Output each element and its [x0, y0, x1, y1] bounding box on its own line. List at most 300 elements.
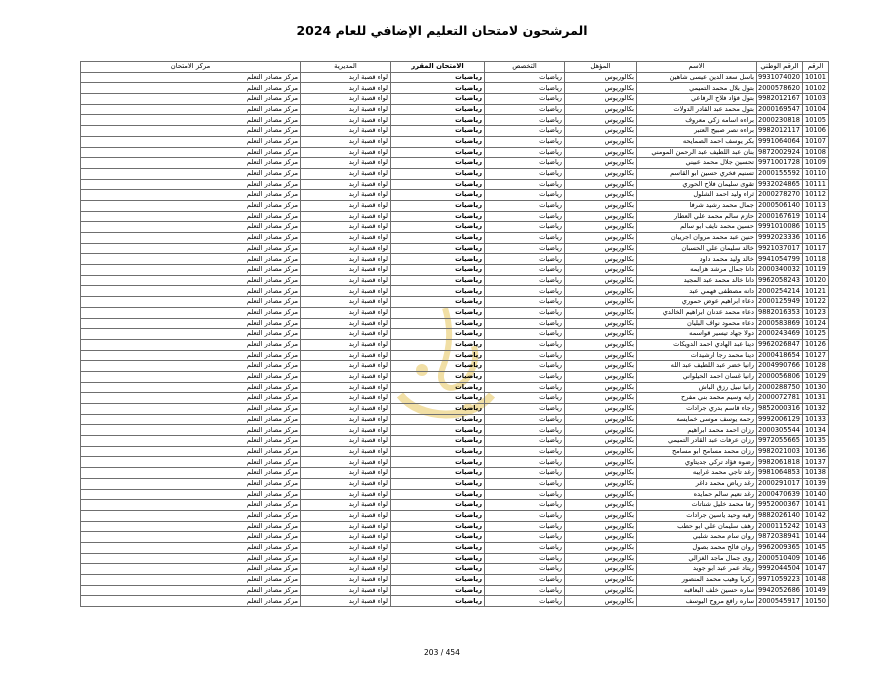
row-seq: 10148: [803, 575, 829, 586]
row-center: مركز مصادر التعلم: [81, 361, 301, 372]
row-name: رغد رياض محمد داغر: [637, 478, 757, 489]
row-national-id: 2000169547: [757, 104, 803, 115]
row-directorate: لواء قصبة اربد: [301, 222, 391, 233]
table-row: [81, 521, 829, 532]
row-center: مركز مصادر التعلم: [81, 350, 301, 361]
row-specialization: رياضيات: [485, 575, 565, 586]
row-directorate: لواء قصبة اربد: [301, 339, 391, 350]
table-row: [81, 126, 829, 137]
row-exam: رياضيات: [391, 468, 485, 479]
row-specialization: رياضيات: [485, 436, 565, 447]
row-directorate: لواء قصبة اربد: [301, 414, 391, 425]
row-exam: رياضيات: [391, 489, 485, 500]
row-center: مركز مصادر التعلم: [81, 94, 301, 105]
row-name: رضوه فؤاد تركي جديتاوي: [637, 457, 757, 468]
row-exam: رياضيات: [391, 243, 485, 254]
row-qualification: بكالوريوس: [565, 265, 637, 276]
row-qualification: بكالوريوس: [565, 339, 637, 350]
row-national-id: 9962009365: [757, 542, 803, 553]
row-center: مركز مصادر التعلم: [81, 575, 301, 586]
row-seq: 10134: [803, 425, 829, 436]
row-qualification: بكالوريوس: [565, 446, 637, 457]
row-exam: رياضيات: [391, 500, 485, 511]
table-row: [81, 371, 829, 382]
row-name: ثراء وليد احمد الشلول: [637, 190, 757, 201]
table-row: [81, 414, 829, 425]
row-seq: 10132: [803, 404, 829, 415]
table-row: [81, 404, 829, 415]
header-seq: الرقم: [803, 62, 829, 73]
row-center: مركز مصادر التعلم: [81, 371, 301, 382]
row-directorate: لواء قصبة اربد: [301, 275, 391, 286]
row-exam: رياضيات: [391, 275, 485, 286]
row-name: حسين محمد نايف ابو سالم: [637, 222, 757, 233]
row-center: مركز مصادر التعلم: [81, 532, 301, 543]
row-center: مركز مصادر التعلم: [81, 254, 301, 265]
row-center: مركز مصادر التعلم: [81, 382, 301, 393]
row-qualification: بكالوريوس: [565, 510, 637, 521]
row-qualification: بكالوريوس: [565, 222, 637, 233]
table-row: [81, 200, 829, 211]
row-directorate: لواء قصبة اربد: [301, 115, 391, 126]
row-exam: رياضيات: [391, 404, 485, 415]
row-name: بتول بلال محمد التميمي: [637, 83, 757, 94]
row-directorate: لواء قصبة اربد: [301, 329, 391, 340]
table-row: [81, 457, 829, 468]
row-national-id: 9991010086: [757, 222, 803, 233]
row-directorate: لواء قصبة اربد: [301, 83, 391, 94]
table-row: [81, 500, 829, 511]
row-specialization: رياضيات: [485, 404, 565, 415]
row-national-id: 2000578620: [757, 83, 803, 94]
row-exam: رياضيات: [391, 179, 485, 190]
row-name: روى جمال ماجد الغزالي: [637, 553, 757, 564]
row-qualification: بكالوريوس: [565, 243, 637, 254]
row-national-id: 2000155592: [757, 168, 803, 179]
row-center: مركز مصادر التعلم: [81, 190, 301, 201]
row-qualification: بكالوريوس: [565, 72, 637, 83]
row-center: مركز مصادر التعلم: [81, 265, 301, 276]
row-national-id: 2000340032: [757, 265, 803, 276]
row-directorate: لواء قصبة اربد: [301, 542, 391, 553]
row-specialization: رياضيات: [485, 553, 565, 564]
row-directorate: لواء قصبة اربد: [301, 243, 391, 254]
row-name: رحمه يوسف موسى خمايسه: [637, 414, 757, 425]
row-center: مركز مصادر التعلم: [81, 222, 301, 233]
row-national-id: 9872002924: [757, 147, 803, 158]
row-qualification: بكالوريوس: [565, 500, 637, 511]
row-specialization: رياضيات: [485, 275, 565, 286]
table-row: [81, 72, 829, 83]
row-specialization: رياضيات: [485, 393, 565, 404]
row-directorate: لواء قصبة اربد: [301, 318, 391, 329]
row-exam: رياضيات: [391, 297, 485, 308]
row-specialization: رياضيات: [485, 190, 565, 201]
row-seq: 10109: [803, 158, 829, 169]
table-row: [81, 585, 829, 596]
row-seq: 10131: [803, 393, 829, 404]
row-seq: 10108: [803, 147, 829, 158]
row-exam: رياضيات: [391, 265, 485, 276]
row-qualification: بكالوريوس: [565, 254, 637, 265]
row-name: دانه مصطفى فهمي عبد: [637, 286, 757, 297]
table-body: [81, 72, 829, 606]
row-specialization: رياضيات: [485, 147, 565, 158]
row-exam: رياضيات: [391, 233, 485, 244]
row-seq: 10120: [803, 275, 829, 286]
row-national-id: 9962026847: [757, 339, 803, 350]
row-specialization: رياضيات: [485, 72, 565, 83]
table-row: [81, 222, 829, 233]
row-qualification: بكالوريوس: [565, 136, 637, 147]
row-center: مركز مصادر التعلم: [81, 318, 301, 329]
row-seq: 10105: [803, 115, 829, 126]
row-center: مركز مصادر التعلم: [81, 521, 301, 532]
row-seq: 10149: [803, 585, 829, 596]
table-row: [81, 211, 829, 222]
row-center: مركز مصادر التعلم: [81, 542, 301, 553]
candidates-table: [80, 61, 829, 607]
row-specialization: رياضيات: [485, 596, 565, 607]
row-center: مركز مصادر التعلم: [81, 339, 301, 350]
row-qualification: بكالوريوس: [565, 147, 637, 158]
table-row: [81, 575, 829, 586]
row-directorate: لواء قصبة اربد: [301, 393, 391, 404]
table-row: [81, 436, 829, 447]
row-national-id: 2000291017: [757, 478, 803, 489]
row-exam: رياضيات: [391, 286, 485, 297]
row-center: مركز مصادر التعلم: [81, 446, 301, 457]
row-name: رانيا خضر عبد اللطيف عبد الله: [637, 361, 757, 372]
row-national-id: 9992023336: [757, 233, 803, 244]
row-center: مركز مصادر التعلم: [81, 286, 301, 297]
table-row: [81, 446, 829, 457]
row-directorate: لواء قصبة اربد: [301, 136, 391, 147]
row-name: رفا محمد خليل شناتات: [637, 500, 757, 511]
table-header-row: [81, 62, 829, 73]
row-national-id: 9942052686: [757, 585, 803, 596]
row-center: مركز مصادر التعلم: [81, 564, 301, 575]
row-qualification: بكالوريوس: [565, 211, 637, 222]
row-directorate: لواء قصبة اربد: [301, 361, 391, 372]
row-center: مركز مصادر التعلم: [81, 243, 301, 254]
row-directorate: لواء قصبة اربد: [301, 233, 391, 244]
row-national-id: 2000056806: [757, 371, 803, 382]
table-row: [81, 393, 829, 404]
row-directorate: لواء قصبة اربد: [301, 94, 391, 105]
row-directorate: لواء قصبة اربد: [301, 200, 391, 211]
row-directorate: لواء قصبة اربد: [301, 190, 391, 201]
row-directorate: لواء قصبة اربد: [301, 553, 391, 564]
table-row: [81, 136, 829, 147]
row-qualification: بكالوريوس: [565, 190, 637, 201]
row-exam: رياضيات: [391, 553, 485, 564]
row-directorate: لواء قصبة اربد: [301, 510, 391, 521]
row-qualification: بكالوريوس: [565, 553, 637, 564]
table-row: [81, 542, 829, 553]
table-row: [81, 329, 829, 340]
row-name: براءه نصر صبيح العتبر: [637, 126, 757, 137]
row-qualification: بكالوريوس: [565, 585, 637, 596]
row-specialization: رياضيات: [485, 211, 565, 222]
table-row: [81, 243, 829, 254]
row-directorate: لواء قصبة اربد: [301, 286, 391, 297]
row-specialization: رياضيات: [485, 222, 565, 233]
header-exam: الامتحان المقرر: [391, 62, 485, 73]
row-center: مركز مصادر التعلم: [81, 104, 301, 115]
row-specialization: رياضيات: [485, 94, 565, 105]
row-seq: 10130: [803, 382, 829, 393]
row-specialization: رياضيات: [485, 136, 565, 147]
table-row: [81, 468, 829, 479]
row-qualification: بكالوريوس: [565, 83, 637, 94]
row-seq: 10110: [803, 168, 829, 179]
row-seq: 10128: [803, 361, 829, 372]
row-center: مركز مصادر التعلم: [81, 596, 301, 607]
row-specialization: رياضيات: [485, 489, 565, 500]
page-title: المرشحون لامتحان التعليم الإضافي للعام 2024: [296, 23, 588, 38]
row-specialization: رياضيات: [485, 521, 565, 532]
row-name: حازم سالم محمد علي العطار: [637, 211, 757, 222]
row-qualification: بكالوريوس: [565, 382, 637, 393]
row-exam: رياضيات: [391, 158, 485, 169]
row-directorate: لواء قصبة اربد: [301, 585, 391, 596]
row-national-id: 9941054799: [757, 254, 803, 265]
row-directorate: لواء قصبة اربد: [301, 350, 391, 361]
table-row: [81, 339, 829, 350]
row-specialization: رياضيات: [485, 158, 565, 169]
row-seq: 10139: [803, 478, 829, 489]
row-center: مركز مصادر التعلم: [81, 414, 301, 425]
row-seq: 10143: [803, 521, 829, 532]
row-seq: 10150: [803, 596, 829, 607]
row-exam: رياضيات: [391, 350, 485, 361]
row-specialization: رياضيات: [485, 254, 565, 265]
row-specialization: رياضيات: [485, 115, 565, 126]
row-exam: رياضيات: [391, 446, 485, 457]
row-name: خالد وليد محمد داود: [637, 254, 757, 265]
row-seq: 10106: [803, 126, 829, 137]
row-qualification: بكالوريوس: [565, 478, 637, 489]
row-name: دينا عبد الهادي احمد الدويكات: [637, 339, 757, 350]
row-seq: 10112: [803, 190, 829, 201]
row-specialization: رياضيات: [485, 265, 565, 276]
row-exam: رياضيات: [391, 94, 485, 105]
row-qualification: بكالوريوس: [565, 233, 637, 244]
row-seq: 10115: [803, 222, 829, 233]
row-directorate: لواء قصبة اربد: [301, 158, 391, 169]
row-specialization: رياضيات: [485, 542, 565, 553]
row-qualification: بكالوريوس: [565, 275, 637, 286]
row-directorate: لواء قصبة اربد: [301, 382, 391, 393]
table-row: [81, 286, 829, 297]
row-name: دانا خالد محمد عبد المجيد: [637, 275, 757, 286]
row-specialization: رياضيات: [485, 457, 565, 468]
row-national-id: 9982012117: [757, 126, 803, 137]
header-qualification: المؤهل: [565, 62, 637, 73]
row-seq: 10117: [803, 243, 829, 254]
row-name: بتول فؤاد فلاح الرفاعي: [637, 94, 757, 105]
row-seq: 10145: [803, 542, 829, 553]
row-specialization: رياضيات: [485, 425, 565, 436]
row-seq: 10125: [803, 329, 829, 340]
row-exam: رياضيات: [391, 126, 485, 137]
row-specialization: رياضيات: [485, 126, 565, 137]
row-qualification: بكالوريوس: [565, 94, 637, 105]
row-exam: رياضيات: [391, 436, 485, 447]
row-center: مركز مصادر التعلم: [81, 489, 301, 500]
row-qualification: بكالوريوس: [565, 436, 637, 447]
row-name: براءه اسامه زكي معروف: [637, 115, 757, 126]
row-directorate: لواء قصبة اربد: [301, 265, 391, 276]
row-specialization: رياضيات: [485, 243, 565, 254]
row-directorate: لواء قصبة اربد: [301, 147, 391, 158]
row-exam: رياضيات: [391, 596, 485, 607]
row-national-id: 9992044504: [757, 564, 803, 575]
row-directorate: لواء قصبة اربد: [301, 468, 391, 479]
row-qualification: بكالوريوس: [565, 126, 637, 137]
row-seq: 10102: [803, 83, 829, 94]
header-directorate: المديرية: [301, 62, 391, 73]
row-seq: 10123: [803, 307, 829, 318]
row-directorate: لواء قصبة اربد: [301, 168, 391, 179]
row-seq: 10147: [803, 564, 829, 575]
row-national-id: 2000230818: [757, 115, 803, 126]
row-center: مركز مصادر التعلم: [81, 211, 301, 222]
table-row: [81, 265, 829, 276]
row-qualification: بكالوريوس: [565, 521, 637, 532]
row-national-id: 9982012167: [757, 94, 803, 105]
row-specialization: رياضيات: [485, 233, 565, 244]
row-center: مركز مصادر التعلم: [81, 115, 301, 126]
row-national-id: 9981064853: [757, 468, 803, 479]
row-exam: رياضيات: [391, 478, 485, 489]
row-center: مركز مصادر التعلم: [81, 468, 301, 479]
row-qualification: بكالوريوس: [565, 361, 637, 372]
row-national-id: 2000243469: [757, 329, 803, 340]
row-seq: 10122: [803, 297, 829, 308]
row-center: مركز مصادر التعلم: [81, 72, 301, 83]
row-exam: رياضيات: [391, 307, 485, 318]
row-seq: 10129: [803, 371, 829, 382]
row-qualification: بكالوريوس: [565, 318, 637, 329]
row-directorate: لواء قصبة اربد: [301, 297, 391, 308]
table-row: [81, 361, 829, 372]
row-center: مركز مصادر التعلم: [81, 404, 301, 415]
row-seq: 10103: [803, 94, 829, 105]
row-directorate: لواء قصبة اربد: [301, 521, 391, 532]
row-exam: رياضيات: [391, 211, 485, 222]
row-national-id: 9931074020: [757, 72, 803, 83]
row-national-id: 2000278270: [757, 190, 803, 201]
header-specialization: التخصص: [485, 62, 565, 73]
row-specialization: رياضيات: [485, 446, 565, 457]
row-directorate: لواء قصبة اربد: [301, 500, 391, 511]
row-name: رانيا نبيل رزق الباش: [637, 382, 757, 393]
row-center: مركز مصادر التعلم: [81, 329, 301, 340]
row-specialization: رياضيات: [485, 83, 565, 94]
row-directorate: لواء قصبة اربد: [301, 425, 391, 436]
row-national-id: 2000583869: [757, 318, 803, 329]
row-specialization: رياضيات: [485, 329, 565, 340]
row-seq: 10144: [803, 532, 829, 543]
table-row: [81, 489, 829, 500]
table-row: [81, 158, 829, 169]
row-national-id: 2000506140: [757, 200, 803, 211]
table-row: [81, 553, 829, 564]
row-directorate: لواء قصبة اربد: [301, 596, 391, 607]
row-center: مركز مصادر التعلم: [81, 158, 301, 169]
row-national-id: 9982061818: [757, 457, 803, 468]
row-qualification: بكالوريوس: [565, 168, 637, 179]
row-seq: 10142: [803, 510, 829, 521]
row-name: ساره حسين خلف البعاقبه: [637, 585, 757, 596]
row-center: مركز مصادر التعلم: [81, 136, 301, 147]
table-row: [81, 297, 829, 308]
row-specialization: رياضيات: [485, 297, 565, 308]
row-qualification: بكالوريوس: [565, 179, 637, 190]
row-specialization: رياضيات: [485, 564, 565, 575]
row-exam: رياضيات: [391, 382, 485, 393]
row-national-id: 9852000316: [757, 404, 803, 415]
row-center: مركز مصادر التعلم: [81, 126, 301, 137]
table-row: [81, 94, 829, 105]
row-directorate: لواء قصبة اربد: [301, 126, 391, 137]
row-seq: 10116: [803, 233, 829, 244]
row-exam: رياضيات: [391, 147, 485, 158]
row-specialization: رياضيات: [485, 179, 565, 190]
row-name: دينا محمد رجا ارشيدات: [637, 350, 757, 361]
table-row: [81, 564, 829, 575]
header-center: مركز الامتحان: [81, 62, 301, 73]
row-center: مركز مصادر التعلم: [81, 425, 301, 436]
row-directorate: لواء قصبة اربد: [301, 457, 391, 468]
row-exam: رياضيات: [391, 222, 485, 233]
row-exam: رياضيات: [391, 104, 485, 115]
row-specialization: رياضيات: [485, 339, 565, 350]
row-exam: رياضيات: [391, 510, 485, 521]
row-exam: رياضيات: [391, 318, 485, 329]
row-name: رزان احمد محمد ابراهيم: [637, 425, 757, 436]
row-name: دعاء محمود نواف البليان: [637, 318, 757, 329]
row-exam: رياضيات: [391, 83, 485, 94]
row-center: مركز مصادر التعلم: [81, 275, 301, 286]
row-exam: رياضيات: [391, 532, 485, 543]
row-name: دانا جمال مرشد هزايمه: [637, 265, 757, 276]
row-specialization: رياضيات: [485, 468, 565, 479]
row-exam: رياضيات: [391, 339, 485, 350]
row-exam: رياضيات: [391, 200, 485, 211]
row-national-id: 9972055665: [757, 436, 803, 447]
row-center: مركز مصادر التعلم: [81, 297, 301, 308]
row-qualification: بكالوريوس: [565, 200, 637, 211]
row-seq: 10113: [803, 200, 829, 211]
row-name: ريتاد عمر عبد ابو جويد: [637, 564, 757, 575]
row-exam: رياضيات: [391, 542, 485, 553]
row-center: مركز مصادر التعلم: [81, 233, 301, 244]
row-exam: رياضيات: [391, 414, 485, 425]
row-qualification: بكالوريوس: [565, 596, 637, 607]
row-seq: 10118: [803, 254, 829, 265]
row-exam: رياضيات: [391, 254, 485, 265]
row-center: مركز مصادر التعلم: [81, 478, 301, 489]
table-row: [81, 596, 829, 607]
row-name: حنين عبد محمد مروان اجرييان: [637, 233, 757, 244]
row-national-id: 9882026140: [757, 510, 803, 521]
row-national-id: 2000288750: [757, 382, 803, 393]
table-row: [81, 190, 829, 201]
row-name: رقيه وحيد ياسين جرادات: [637, 510, 757, 521]
